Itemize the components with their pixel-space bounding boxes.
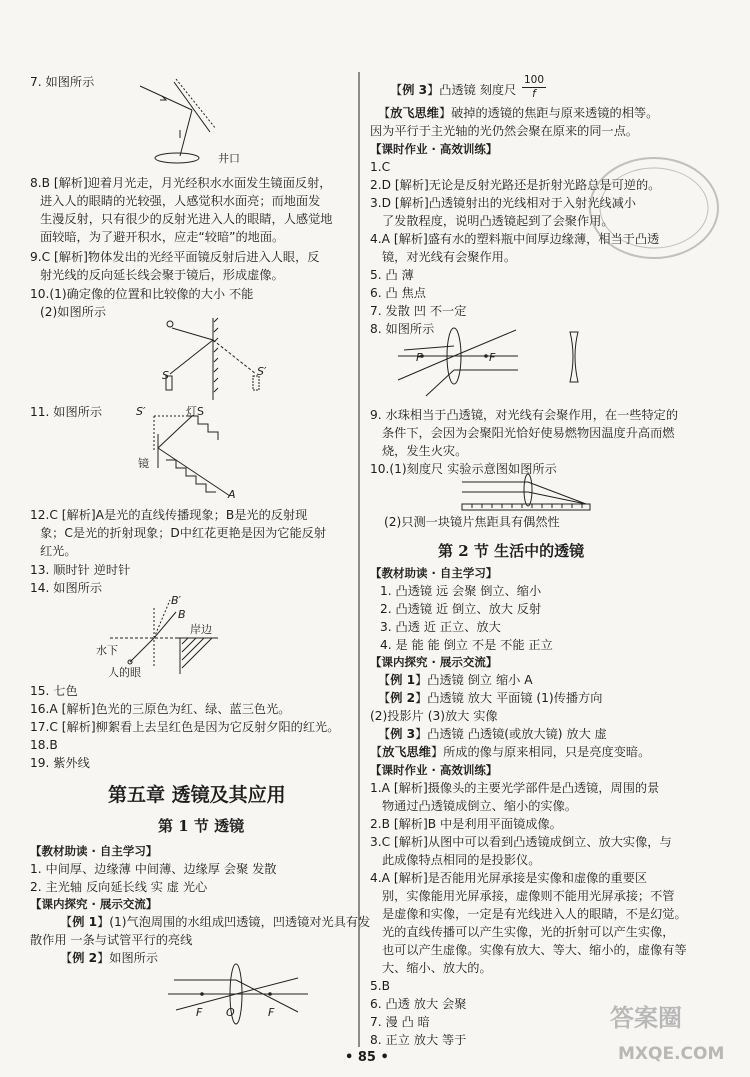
example3-line: 【例 3】凸透镜 刻度尺 bbox=[390, 83, 517, 97]
watermark-url: MXQE.COM bbox=[618, 1044, 725, 1064]
answer-f1-line2: 物通过凸透镜成倒立、缩小的实像。 bbox=[382, 799, 577, 813]
column-divider bbox=[358, 72, 362, 1052]
section-header-class-exploration-2: 【课内探究 · 展示交流】 bbox=[370, 655, 498, 669]
figure-q10-mirror-image bbox=[158, 318, 278, 402]
answer-c9-line2: 条件下，会因为会聚阳光恰好使易燃物因温度升高而燃 bbox=[382, 426, 675, 440]
answer-d3: 3. 凸透 近 正立、放大 bbox=[380, 620, 501, 634]
think2-tag: 放飞思维 bbox=[382, 745, 431, 759]
answer-q9-line1: 9.C [解析]物体发出的光经平面镜反射后进入人眼，反 bbox=[30, 250, 320, 264]
answer-d2: 2. 凸透镜 近 倒立、放大 反射 bbox=[380, 602, 542, 616]
answer-q12-line3: 红光。 bbox=[40, 544, 77, 558]
example3-tag: 例 3 bbox=[402, 83, 428, 97]
figure-c8-lenses bbox=[398, 330, 598, 400]
answer-q19: 19. 紫外线 bbox=[30, 756, 90, 770]
fig-ex2-label-f2: F bbox=[268, 1006, 275, 1019]
answer-f4-line2: 别，实像能用光屏承接，虚像则不能用光屏承接；不管 bbox=[382, 889, 675, 903]
answer-c10b: (2)只测一块镜片焦距具有偶然性 bbox=[384, 515, 560, 529]
stamp-seal bbox=[584, 148, 724, 268]
answer-f7: 7. 漫 凸 暗 bbox=[370, 1015, 430, 1029]
section1-title: 第 1 节 透镜 bbox=[158, 817, 245, 835]
fig11-label-a: A bbox=[228, 488, 236, 501]
answer-c4-line2: 镜，对光线有会聚作用。 bbox=[382, 250, 517, 264]
answer-q8-line2: 进入人的眼睛的光较强，人感觉积水面亮；而地面发 bbox=[40, 194, 321, 208]
fig11-label-lamp: 灯S bbox=[186, 405, 204, 418]
answer-d1: 1. 凸透镜 远 会聚 倒立、缩小 bbox=[380, 584, 542, 598]
example-e3-text: 凸透镜 凸透镜(或放大镜) 放大 虚 bbox=[427, 727, 607, 741]
example-e1-tag: 例 1 bbox=[390, 673, 416, 687]
fig-ex2-label-o: O bbox=[226, 1006, 235, 1019]
figure-c10-focal-length bbox=[462, 474, 592, 514]
fig14-label-b-prime: B′ bbox=[171, 594, 182, 607]
fig14-label-water: 水下 bbox=[96, 644, 118, 657]
section-header-textbook-reading: 【教材助读 · 自主学习】 bbox=[30, 844, 158, 858]
watermark-logo: 答案圈 bbox=[610, 1004, 682, 1032]
answer-q10b: (2)如图所示 bbox=[40, 305, 107, 319]
fraction-denominator: f bbox=[532, 88, 536, 100]
example2-line: 【例 2】如图所示 bbox=[60, 951, 159, 965]
fig14-label-bank: 岸边 bbox=[190, 623, 212, 636]
answer-f5: 5.B bbox=[370, 979, 390, 993]
example-e3-tag: 例 3 bbox=[390, 727, 416, 741]
answer-c9-line3: 烧，发生火灾。 bbox=[382, 444, 468, 458]
example1-tag: 例 1 bbox=[72, 915, 98, 929]
answer-c6: 6. 凸 焦点 bbox=[370, 286, 426, 300]
answer-q8-line4: 面较暗，为了避开积水，应走“较暗”的地面。 bbox=[40, 230, 285, 244]
answer-c1: 1.C bbox=[370, 160, 391, 174]
fig11-label-s-prime: S′ bbox=[136, 405, 146, 418]
figure-example2-convex-lens bbox=[168, 960, 308, 1022]
answer-c3-line1: 3.D [解析]凸透镜射出的光线相对于入射光线减小 bbox=[370, 196, 636, 210]
answer-f4-line3: 是虚像和实像，一定是有光线进入人的眼睛，不是幻觉。 bbox=[382, 907, 687, 921]
answer-c2: 2.D [解析]无论是反射光路还是折射光路总是可逆的。 bbox=[370, 178, 661, 192]
think-tag: 放飞思维 bbox=[390, 106, 439, 120]
answer-q16: 16.A [解析]色光的三原色为红、绿、蓝三色光。 bbox=[30, 702, 291, 716]
think2-line: 【放飞思维】所成的像与原来相同，只是亮度变暗。 bbox=[370, 745, 651, 759]
fig-ex2-label-f1: F bbox=[196, 1006, 203, 1019]
answer-c5: 5. 凸 薄 bbox=[370, 268, 414, 282]
answer-f4-line1: 4.A [解析]是否能用光屏承接是实像和虚像的重要区 bbox=[370, 871, 648, 885]
example3-text: 凸透镜 刻度尺 bbox=[439, 83, 517, 97]
answer-q9-line2: 射光线的反向延长线会聚于镜后，形成虚像。 bbox=[40, 268, 284, 282]
example-e2-line2: (2)投影片 (3)放大 实像 bbox=[370, 709, 498, 723]
section-header-class-exploration: 【课内探究 · 展示交流】 bbox=[30, 897, 158, 911]
answer-q12-line1: 12.C [解析]A是光的直线传播现象；B是光的反射现 bbox=[30, 508, 308, 522]
example1-line2: 散作用 一条与试管平行的亮线 bbox=[30, 933, 193, 947]
think-line2: 因为平行于主光轴的光仍然会聚在原来的同一点。 bbox=[370, 124, 639, 138]
answer-c4-line1: 4.A [解析]盛有水的塑料瓶中间厚边缘薄，相当于凸透 bbox=[370, 232, 660, 246]
section-header-homework-2: 【课时作业 · 高效训练】 bbox=[370, 763, 498, 777]
example1-text: (1)气泡周围的水组成凹透镜，凹透镜对光具有发 bbox=[109, 915, 371, 929]
fraction-numerator: 100 bbox=[523, 74, 545, 86]
answer-q8-line3: 生漫反射，只有很少的反射光进入人的眼睛，人感觉地 bbox=[40, 212, 333, 226]
fig10-label-s-prime: S′ bbox=[257, 365, 267, 378]
answer-c7: 7. 发散 凹 不一定 bbox=[370, 304, 467, 318]
answer-f6: 6. 凸透 放大 会聚 bbox=[370, 997, 467, 1011]
section2-title: 第 2 节 生活中的透镜 bbox=[438, 542, 585, 560]
answer-f4-line5: 也可以产生虚像。实像有放大、等大、缩小的，虚像有等 bbox=[382, 943, 687, 957]
answer-q8-line1: 8.B [解析]迎着月光走，月光经积水水面发生镜面反射， bbox=[30, 176, 332, 190]
chapter-title: 第五章 透镜及其应用 bbox=[108, 784, 286, 806]
answer-q12-line2: 象；C是光的折射现象；D中红花更艳是因为它能反射 bbox=[40, 526, 327, 540]
answer-f8: 8. 正立 放大 等于 bbox=[370, 1033, 467, 1047]
answer-q7: 7. 如图所示 bbox=[30, 75, 95, 89]
answer-f1-line1: 1.A [解析]摄像头的主要光学部件是凸透镜，周围的景 bbox=[370, 781, 660, 795]
answer-q13: 13. 顺时针 逆时针 bbox=[30, 563, 131, 577]
answer-reading-2: 2. 主光轴 反向延长线 实 虚 光心 bbox=[30, 880, 208, 894]
answer-f3-line1: 3.C [解析]从图中可以看到凸透镜成倒立、放大实像，与 bbox=[370, 835, 672, 849]
example-e3-line: 【例 3】凸透镜 凸透镜(或放大镜) 放大 虚 bbox=[378, 727, 607, 741]
page-number: • 85 • bbox=[345, 1050, 389, 1065]
section-header-homework-1: 【课时作业 · 高效训练】 bbox=[370, 142, 498, 156]
fig11-label-mirror: 镜 bbox=[138, 457, 149, 470]
think-line1: 【放飞思维】破掉的透镜的焦距与原来透镜的相等。 bbox=[378, 106, 659, 120]
example-e1-text: 凸透镜 倒立 缩小 A bbox=[427, 673, 533, 687]
answer-reading-1: 1. 中间厚、边缘薄 中间薄、边缘厚 会聚 发散 bbox=[30, 862, 277, 876]
fig8-label-f2: F bbox=[489, 351, 496, 364]
answer-c3-line2: 了发散程度，说明凸透镜起到了会聚作用。 bbox=[382, 214, 614, 228]
example-e2-text: 凸透镜 放大 平面镜 (1)传播方向 bbox=[427, 691, 603, 705]
answer-f4-line4: 光的直线传播可以产生实像，光的折射可以产生实像， bbox=[382, 925, 675, 939]
answer-q14: 14. 如图所示 bbox=[30, 581, 103, 595]
answer-q11: 11. 如图所示 bbox=[30, 405, 103, 419]
answer-q17: 17.C [解析]柳絮看上去呈红色是因为它反射夕阳的红光。 bbox=[30, 720, 340, 734]
answer-f3-line2: 此成像特点相同的是投影仪。 bbox=[382, 853, 541, 867]
answer-c8: 8. 如图所示 bbox=[370, 322, 435, 336]
answer-c10a: 10.(1)刻度尺 实验示意图如图所示 bbox=[370, 462, 557, 476]
answer-f2: 2.B [解析]B 中是利用平面镜成像。 bbox=[370, 817, 562, 831]
think2-text: 所成的像与原来相同，只是亮度变暗。 bbox=[443, 745, 651, 759]
answer-q10a: 10.(1)确定像的位置和比较像的大小 不能 bbox=[30, 287, 254, 301]
example1-line1: 【例 1】(1)气泡周围的水组成凹透镜，凹透镜对光具有发 bbox=[60, 915, 371, 929]
example-e1-line: 【例 1】凸透镜 倒立 缩小 A bbox=[378, 673, 533, 687]
example2-tag: 例 2 bbox=[72, 951, 98, 965]
answer-q15: 15. 七色 bbox=[30, 684, 78, 698]
example-e2-line: 【例 2】凸透镜 放大 平面镜 (1)传播方向 bbox=[378, 691, 603, 705]
think-text: 破掉的透镜的焦距与原来透镜的相等。 bbox=[451, 106, 659, 120]
example3-fraction bbox=[522, 74, 546, 101]
fig8-label-f1: F bbox=[416, 351, 423, 364]
answer-q18: 18.B bbox=[30, 738, 58, 752]
fig14-label-eye: 人的眼 bbox=[108, 666, 141, 679]
fig14-label-b: B bbox=[178, 608, 186, 621]
fig10-label-s: S bbox=[162, 369, 169, 382]
answer-d4: 4. 是 能 能 倒立 不是 不能 正立 bbox=[380, 638, 553, 652]
answer-c9-line1: 9. 水珠相当于凸透镜，对光线有会聚作用，在一些特定的 bbox=[370, 408, 679, 422]
answer-f4-line6: 大、缩小、放大的。 bbox=[382, 961, 492, 975]
example2-text: 如图所示 bbox=[109, 951, 159, 965]
example-e2-tag: 例 2 bbox=[390, 691, 416, 705]
well-label: 井口 bbox=[218, 152, 240, 165]
section-header-textbook-reading-2: 【教材助读 · 自主学习】 bbox=[370, 566, 498, 580]
